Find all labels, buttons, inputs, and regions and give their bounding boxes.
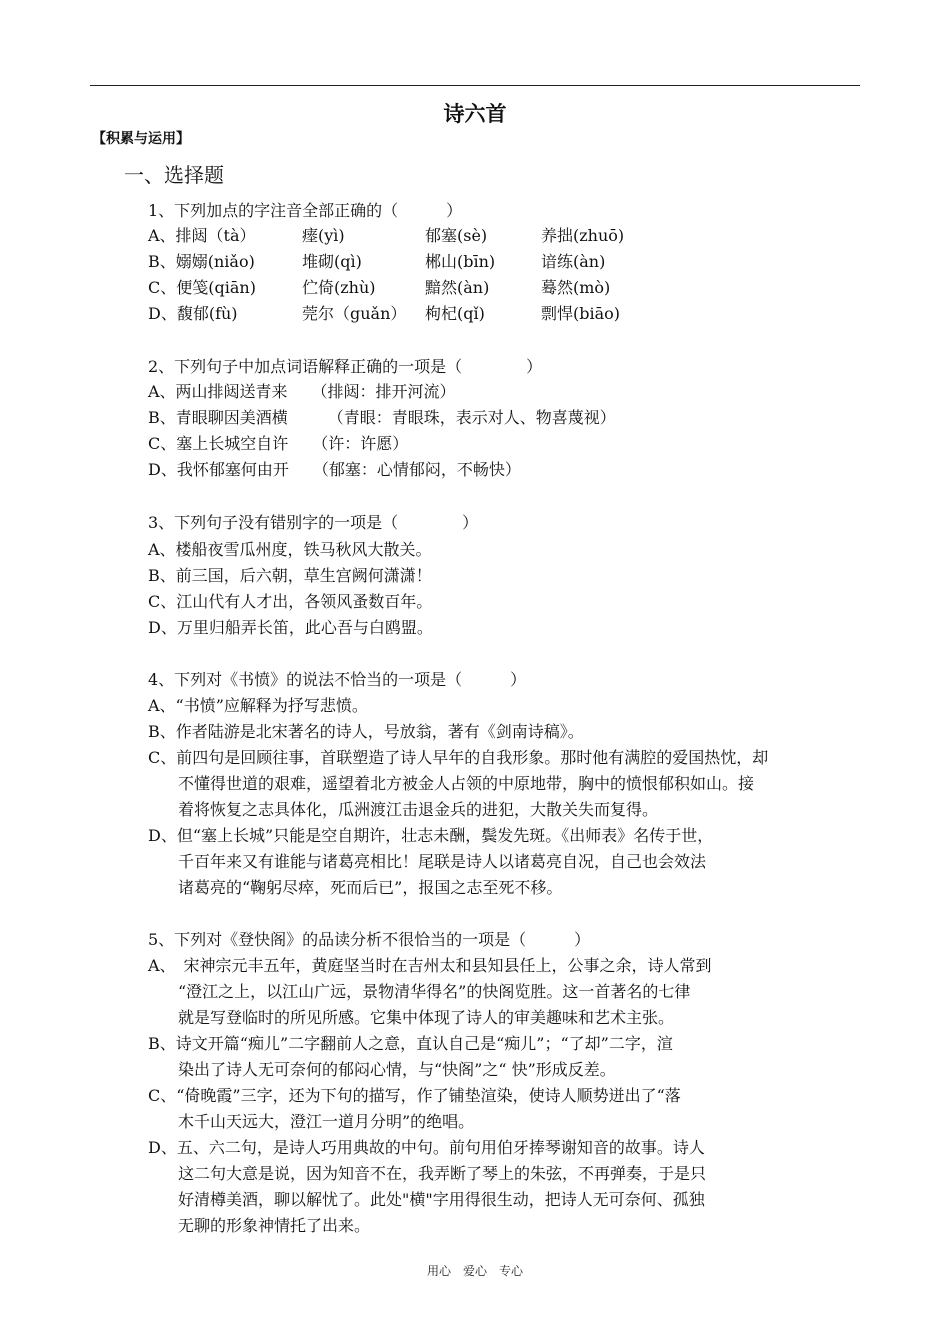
q5-line: 这二句大意是说，因为知音不在，我弄断了琴上的朱弦，不再弹奏，于是只 xyxy=(178,1164,707,1183)
q4-line: A、“书愤”应解释为抒写悲愤。 xyxy=(148,696,368,715)
q4-line: B、作者陆游是北宋著名的诗人，号放翁，著有《剑南诗稿》。 xyxy=(148,722,584,741)
part-heading: 一、选择题 xyxy=(124,163,224,187)
q1-a-2: 瘗(yì) xyxy=(302,226,345,245)
q5-stem: 5、下列对《登快阁》的品读分析不很恰当的一项是（ ） xyxy=(148,930,591,949)
q1-d-1: D、馥郁(fù) xyxy=(148,304,238,323)
q5-line: 就是写登临时的所见所感。它集中体现了诗人的审美趣味和艺术主张。 xyxy=(178,1008,675,1027)
q4-line: D、但“塞上长城”只能是空自期许，壮志未酬，鬓发先斑。《出师表》名传于世， xyxy=(148,826,714,845)
q5-line: 好清樽美酒，聊以解忧了。此处"横"字用得很生动，把诗人无可奈何、孤独 xyxy=(178,1190,705,1209)
header-rule xyxy=(90,85,860,86)
q2-stem: 2、下列句子中加点词语解释正确的一项是（ ） xyxy=(148,357,543,376)
q2-option-a: A、两山排闼送青来 （排闼：排开河流） xyxy=(148,382,456,401)
q1-c-3: 黯然(àn) xyxy=(425,278,490,297)
q2-option-b: B、青眼聊因美酒横 （青眼：青眼珠，表示对人、物喜蔑视） xyxy=(148,408,616,427)
q3-option-c: C、江山代有人才出，各领风蚤数百年。 xyxy=(148,592,433,611)
q1-c-1: C、便笺(qiān) xyxy=(148,278,256,297)
q4-line: C、前四句是回顾往事，首联塑造了诗人早年的自我形象。那时他有满腔的爱国热忱，却 xyxy=(148,748,769,767)
q5-line: 木千山天远大，澄江一道月分明”的绝唱。 xyxy=(178,1112,475,1131)
q1-stem: 1、下列加点的字注音全部正确的（ ） xyxy=(148,201,463,220)
q3-stem: 3、下列句子没有错别字的一项是（ ） xyxy=(148,513,479,532)
q5-line: C、“倚晚霞”三字，还为下句的描写，作了铺垫渲染，使诗人顺势迸出了“落 xyxy=(148,1086,681,1105)
q3-option-a: A、楼船夜雪瓜州度，铁马秋风大散关。 xyxy=(148,540,432,559)
q2-option-c: C、塞上长城空自许 （许：许愿） xyxy=(148,434,409,453)
q2-option-d: D、我怀郁塞何由开 （郁塞：心情郁闷，不畅快） xyxy=(148,460,521,479)
q1-c-2: 伫倚(zhù) xyxy=(302,278,376,297)
q1-b-2: 堆砌(qì) xyxy=(302,252,362,271)
q1-d-3: 枸杞(qǐ) xyxy=(425,304,485,323)
q1-b-4: 谙练(àn) xyxy=(541,252,606,271)
q1-c-4: 蓦然(mò) xyxy=(541,278,611,297)
q4-line: 着将恢复之志具体化，瓜洲渡江击退金兵的进犯，大散关失而复得。 xyxy=(178,800,659,819)
q1-a-4: 养拙(zhuō) xyxy=(541,226,625,245)
q3-option-b: B、前三国，后六朝，草生宫阙何潇潇！ xyxy=(148,566,432,585)
q4-stem: 4、下列对《书愤》的说法不恰当的一项是（ ） xyxy=(148,670,527,689)
q5-line: 染出了诗人无可奈何的郁闷心情，与“快阁”之“ 快”形成反差。 xyxy=(178,1060,616,1079)
q3-option-d: D、万里归船弄长笛，此心吾与白鸥盟。 xyxy=(148,618,433,637)
q1-a-3: 郁塞(sè) xyxy=(425,226,488,245)
q1-d-4: 剽悍(biāo) xyxy=(541,304,621,323)
section-heading: 【积累与运用】 xyxy=(92,131,190,147)
q5-line: “澄江之上，以江山广远，景物清华得名”的快阁览胜。这一首著名的七律 xyxy=(178,982,691,1001)
page-footer: 用心 爱心 专心 xyxy=(426,1264,523,1278)
q4-line: 不懂得世道的艰难，遥望着北方被金人占领的中原地带，胸中的愤恨郁积如山。接 xyxy=(178,774,755,793)
q1-b-3: 郴山(bīn) xyxy=(425,252,496,271)
q4-line: 千百年来又有谁能与诸葛亮相比！尾联是诗人以诸葛亮自况，自己也会效法 xyxy=(178,852,707,871)
q5-line: 无聊的形象神情托了出来。 xyxy=(178,1216,371,1235)
q4-line: 诸葛亮的“鞠躬尽瘁，死而后已”，报国之志至死不移。 xyxy=(178,878,563,897)
q5-line: D、五、六二句，是诗人巧用典故的中句。前句用伯牙捧琴谢知音的故事。诗人 xyxy=(148,1138,705,1157)
q1-d-2: 莞尔（guǎn） xyxy=(302,304,407,323)
q5-line: A、 宋神宗元丰五年，黄庭坚当时在吉州太和县知县任上，公事之余，诗人常到 xyxy=(148,956,712,975)
q1-a-1: A、排闼（tà） xyxy=(148,226,256,245)
q1-b-1: B、嫋嫋(niǎo) xyxy=(148,252,255,271)
page-title: 诗六首 xyxy=(443,102,507,126)
q5-line: B、诗文开篇“痴儿”二字翻前人之意，直认自己是“痴儿”；“了却”二字，渲 xyxy=(148,1034,673,1053)
